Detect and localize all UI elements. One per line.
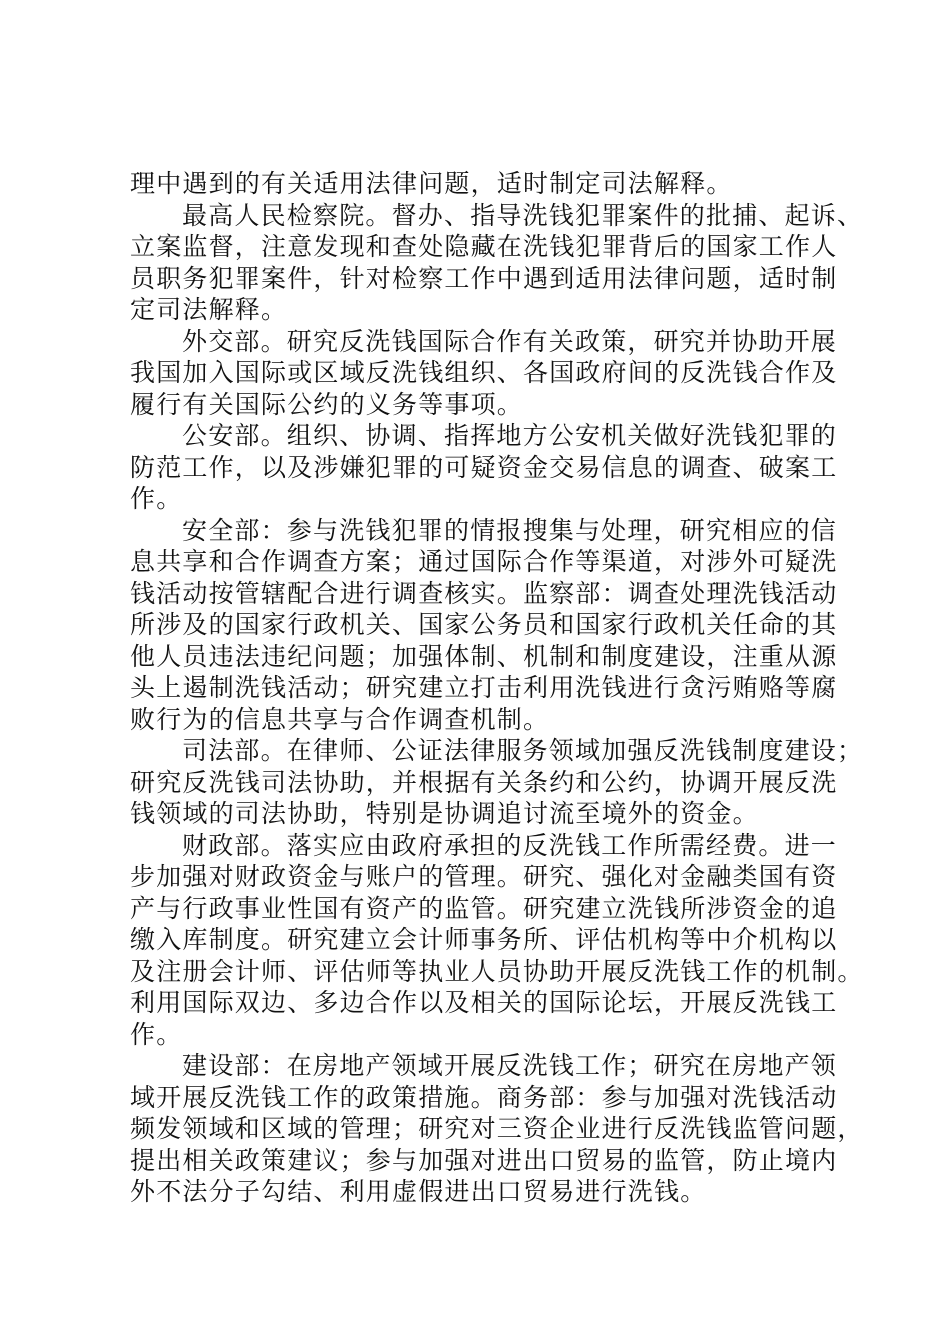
- text-line: 败行为的信息共享与合作调查机制。: [130, 704, 550, 734]
- paragraph-first-line: 外交部。研究反洗钱国际合作有关政策，研究并协助开展: [182, 326, 838, 356]
- text-line: 我国加入国际或区域反洗钱组织、各国政府间的反洗钱合作及: [130, 358, 838, 387]
- text-line: 外不法分子勾结、利用虚假进出口贸易进行洗钱。: [130, 1177, 707, 1206]
- paragraph-first-line: 建设部：在房地产领域开展反洗钱工作；研究在房地产领: [182, 1051, 838, 1080]
- text-line: 作。: [130, 484, 183, 513]
- text-line: 所涉及的国家行政机关、国家公务员和国家行政机关任命的其: [130, 610, 838, 639]
- text-line: 研究反洗钱司法协助，并根据有关条约和公约，协调开展反洗: [130, 767, 838, 797]
- text-line: 步加强对财政资金与账户的管理。研究、强化对金融类国有资: [130, 862, 838, 891]
- text-line: 履行有关国际公约的义务等事项。: [130, 389, 524, 419]
- text-line: 作。: [130, 1019, 183, 1049]
- paragraph-first-line: 财政部。落实应由政府承担的反洗钱工作所需经费。进一: [182, 830, 838, 860]
- text-line: 员职务犯罪案件，针对检察工作中遇到适用法律问题，适时制: [130, 263, 838, 293]
- paragraph-first-line: 公安部。组织、协调、指挥地方公安机关做好洗钱犯罪的: [182, 421, 838, 450]
- text-line: 产与行政事业性国有资产的监管。研究建立洗钱所涉资金的追: [130, 893, 838, 923]
- text-line: 利用国际双边、多边合作以及相关的国际论坛，开展反洗钱工: [130, 988, 838, 1017]
- paragraph-first-line: 司法部。在律师、公证法律服务领域加强反洗钱制度建设；: [182, 736, 864, 765]
- paragraph-first-line: 安全部：参与洗钱犯罪的情报搜集与处理，研究相应的信: [182, 515, 838, 545]
- text-line: 钱活动按管辖配合进行调查核实。监察部：调查处理洗钱活动: [130, 578, 838, 608]
- text-line: 头上遏制洗钱活动；研究建立打击利用洗钱进行贪污贿赂等腐: [130, 673, 838, 702]
- text-line: 定司法解释。: [130, 295, 288, 324]
- text-line: 立案监督，注意发现和查处隐藏在洗钱犯罪背后的国家工作人: [130, 232, 838, 261]
- document-body: [130, 168, 864, 1208]
- text-line: 钱领域的司法协助，特别是协调追讨流至境外的资金。: [130, 799, 759, 828]
- text-line: 缴入库制度。研究建立会计师事务所、评估机构等中介机构以: [130, 925, 838, 954]
- text-line: 域开展反洗钱工作的政策措施。商务部：参与加强对洗钱活动: [130, 1082, 838, 1112]
- text-line: 理中遇到的有关适用法律问题，适时制定司法解释。: [130, 169, 733, 198]
- text-line: 防范工作，以及涉嫌犯罪的可疑资金交易信息的调查、破案工: [130, 452, 838, 482]
- paragraph-first-line: 最高人民检察院。督办、指导洗钱犯罪案件的批捕、起诉、: [182, 200, 864, 230]
- text-line: 及注册会计师、评估师等执业人员协助开展反洗钱工作的机制。: [130, 956, 864, 986]
- text-line: 频发领域和区域的管理；研究对三资企业进行反洗钱监管问题，: [130, 1114, 864, 1143]
- text-line: 提出相关政策建议；参与加强对进出口贸易的监管，防止境内: [130, 1145, 838, 1175]
- text-line: 他人员违法违纪问题；加强体制、机制和制度建设，注重从源: [130, 641, 838, 671]
- text-line: 息共享和合作调查方案；通过国际合作等渠道，对涉外可疑洗: [130, 547, 838, 576]
